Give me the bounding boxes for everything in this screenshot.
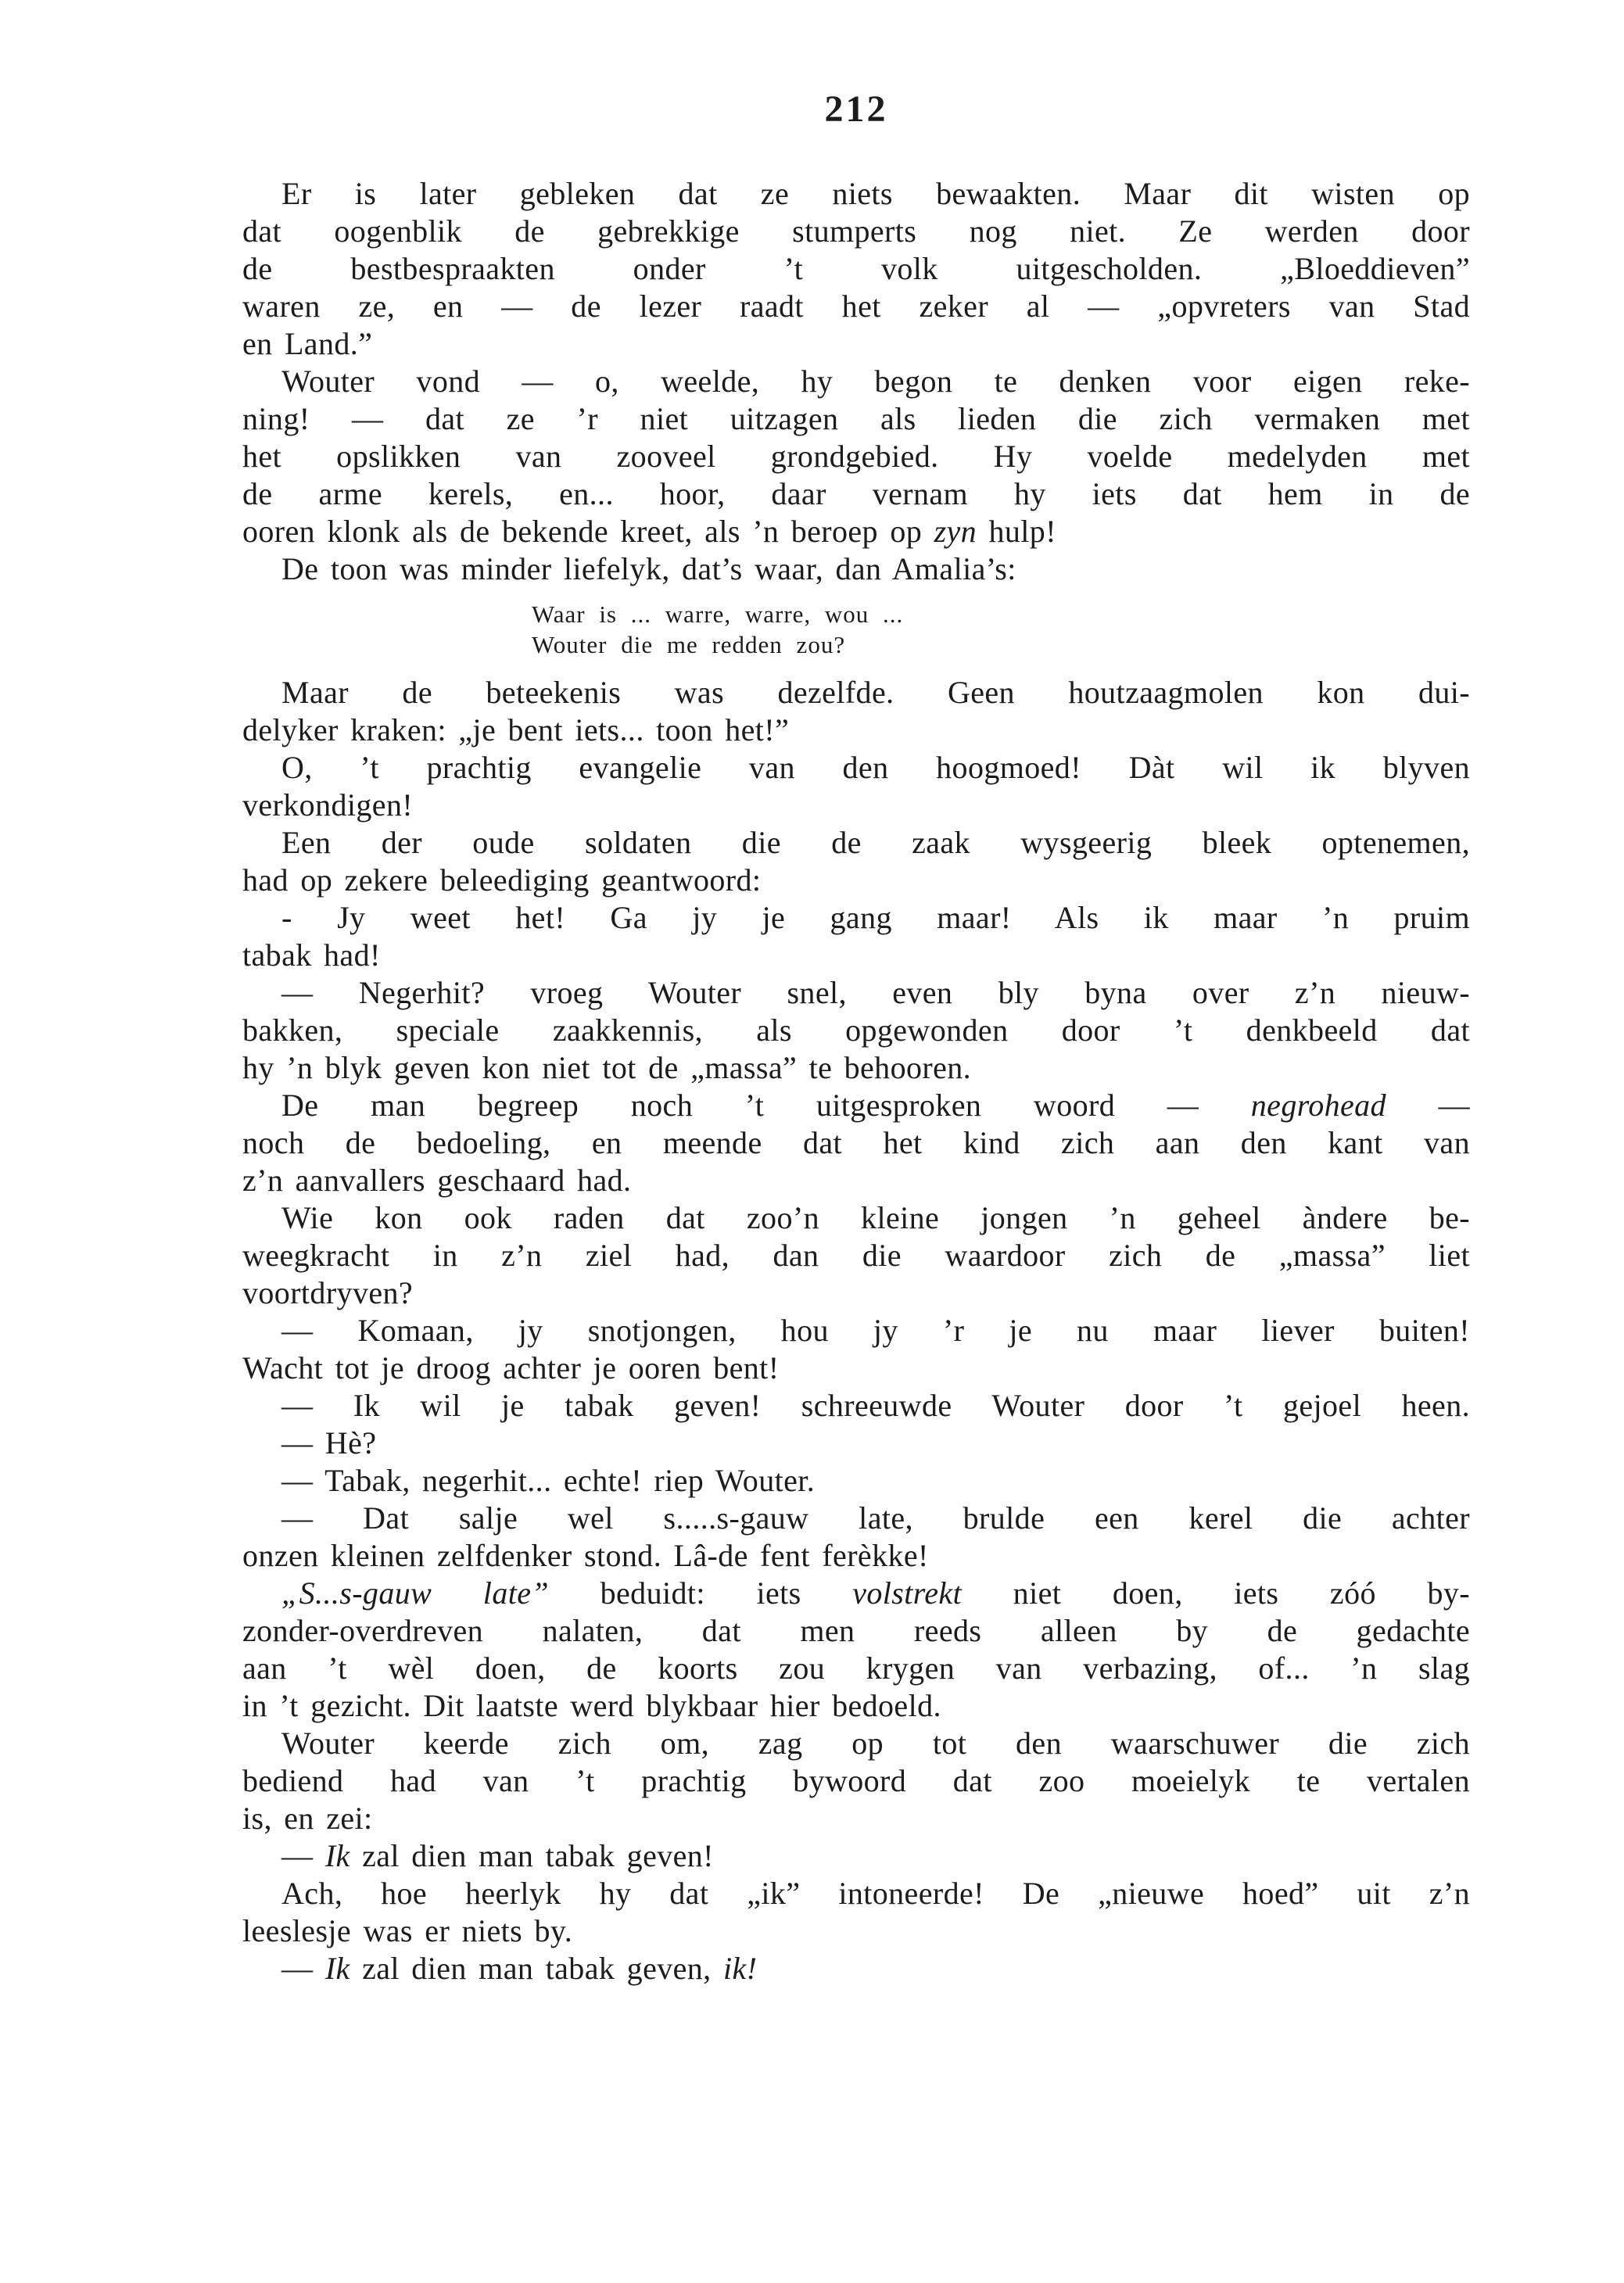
text-line: ooren klonk als de bekende kreet, als ’n beroep op zyn hulp! <box>242 514 1056 549</box>
page-number: 212 <box>824 88 888 130</box>
text-block <box>242 175 1470 1987</box>
text-line: De toon was minder liefelyk, dat’s waar, dan Amalia’s: <box>281 551 1016 586</box>
text-line: het opslikken van zooveel grondgebied. Hy voelde medelyden met <box>242 439 1470 474</box>
text-line: bediend had van ’t prachtig bywoord dat zoo moeielyk te vertalen <box>242 1763 1470 1798</box>
text-line: de arme kerels, en... hoor, daar vernam hy iets dat hem in de <box>242 476 1470 511</box>
text-line: onzen kleinen zelfdenker stond. Lâ-de fent ferèkke! <box>242 1538 929 1573</box>
text-line: hy ’n blyk geven kon niet tot de „massa” te behooren. <box>242 1050 972 1085</box>
text-line: noch de bedoeling, en meende dat het kind zich aan den kant van <box>242 1125 1470 1160</box>
text-line: Waar is ... warre, warre, wou ... <box>532 600 904 628</box>
text-line: leeslesje was er niets by. <box>242 1913 573 1948</box>
text-line: — Ik zal dien man tabak geven, ik! <box>281 1951 758 1986</box>
text-line: — Negerhit? vroeg Wouter snel, even bly byna over z’n nieuw- <box>281 975 1470 1010</box>
text-line: — Ik wil je tabak geven! schreeuwde Wouter door ’t gejoel heen. <box>281 1388 1470 1423</box>
text-line: „S...s-gauw late” beduidt: iets volstrekt niet doen, iets zóó by- <box>281 1575 1470 1611</box>
text-line: — Ik zal dien man tabak geven! <box>281 1838 714 1873</box>
text-line: Ach, hoe heerlyk hy dat „ik” intoneerde! De „nieuwe hoed” uit z’n <box>281 1876 1470 1911</box>
text-line: Wouter die me redden zou? <box>532 631 846 658</box>
text-line: — Komaan, jy snotjongen, hou jy ’r je nu maar liever buiten! <box>281 1313 1470 1348</box>
text-line: in ’t gezicht. Dit laatste werd blykbaar hier bedoeld. <box>242 1688 941 1723</box>
text-line: Wacht tot je droog achter je ooren bent! <box>242 1350 780 1385</box>
text-line: Maar de beteekenis was dezelfde. Geen houtzaagmolen kon dui- <box>281 675 1470 710</box>
text-line: weegkracht in z’n ziel had, dan die waardoor zich de „massa” liet <box>242 1238 1470 1273</box>
text-line: zonder-overdreven nalaten, dat men reeds alleen by de gedachte <box>242 1613 1470 1648</box>
text-line: bakken, speciale zaakkennis, als opgewonden door ’t denkbeeld dat <box>242 1012 1470 1048</box>
text-line: dat oogenblik de gebrekkige stumperts nog niet. Ze werden door <box>242 213 1470 249</box>
text-line: O, ’t prachtig evangelie van den hoogmoed! Dàt wil ik blyven <box>281 750 1470 785</box>
text-line: en Land.” <box>242 326 373 361</box>
text-line: Er is later gebleken dat ze niets bewaakten. Maar dit wisten op <box>281 176 1470 211</box>
text-line: ning! — dat ze ’r niet uitzagen als lieden die zich vermaken met <box>242 401 1470 436</box>
text-line: waren ze, en — de lezer raadt het zeker al — „opvreters van Stad <box>242 289 1470 324</box>
text-line: aan ’t wèl doen, de koorts zou krygen van verbazing, of... ’n slag <box>242 1650 1470 1686</box>
text-line: z’n aanvallers geschaard had. <box>242 1163 632 1198</box>
text-line: voortdryven? <box>242 1275 414 1310</box>
text-line: tabak had! <box>242 937 381 973</box>
text-line: De man begreep noch ’t uitgesproken woord — negrohead — <box>281 1088 1470 1123</box>
text-line: Wouter vond — o, weelde, hy begon te denken voor eigen reke- <box>281 364 1470 399</box>
text-line: delyker kraken: „je bent iets... toon het!” <box>242 712 790 747</box>
text-line: had op zekere beleediging geantwoord: <box>242 862 762 898</box>
text-line: Wie kon ook raden dat zoo’n kleine jongen ’n geheel àndere be- <box>281 1200 1470 1235</box>
text-line: Een der oude soldaten die de zaak wysgeerig bleek optenemen, <box>281 825 1470 860</box>
text-line: — Dat salje wel s.....s-gauw late, brulde een kerel die achter <box>281 1500 1470 1536</box>
text-line: — Tabak, negerhit... echte! riep Wouter. <box>281 1463 816 1498</box>
text-line: — Hè? <box>281 1425 377 1460</box>
text-line: - Jy weet het! Ga jy je gang maar! Als ik maar ’n pruim <box>281 900 1470 935</box>
text-line: verkondigen! <box>242 787 414 823</box>
text-line: is, en zei: <box>242 1801 373 1836</box>
text-line: de bestbespraakten onder ’t volk uitgescholden. „Bloeddieven” <box>242 251 1470 286</box>
text-line: Wouter keerde zich om, zag op tot den waarschuwer die zich <box>281 1726 1470 1761</box>
